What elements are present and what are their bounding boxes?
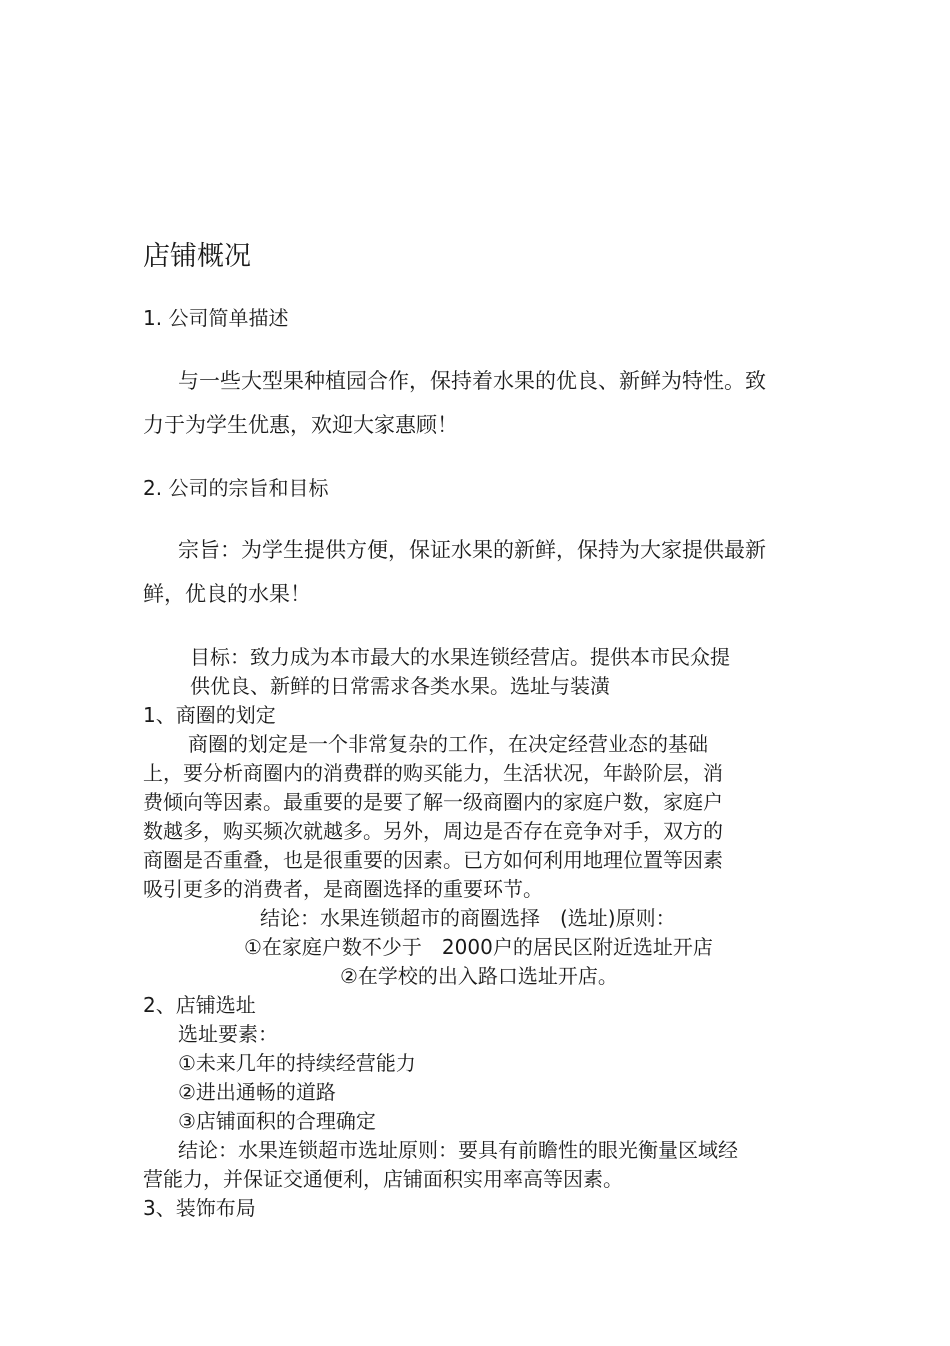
paragraph-line: 力于为学生优惠，欢迎大家惠顾！ [143, 413, 458, 437]
factor-item: ①未来几年的持续经营能力 [178, 1051, 416, 1075]
paragraph-line: 上，要分析商圈内的消费群的购买能力，生活状况，年龄阶层，消 [143, 761, 723, 785]
section-heading: 1. 公司简单描述 [143, 306, 289, 330]
rule-item: ①在家庭户数不少于 2000户的居民区附近选址开店 [244, 935, 713, 959]
paragraph-line: 宗旨：为学生提供方便，保证水果的新鲜，保持为大家提供最新 [178, 538, 766, 562]
paragraph-line: 鲜，优良的水果！ [143, 582, 311, 606]
paragraph-line: 商圈的划定是一个非常复杂的工作，在决定经营业态的基础 [188, 732, 708, 756]
conclusion-line: 结论：水果连锁超市的商圈选择 (选址)原则： [260, 906, 676, 930]
section-heading: 2. 公司的宗旨和目标 [143, 476, 329, 500]
paragraph-line: 与一些大型果种植园合作，保持着水果的优良、新鲜为特性。致 [178, 369, 766, 393]
page-title: 店铺概况 [143, 241, 251, 272]
factor-item: ②进出通畅的道路 [178, 1080, 336, 1104]
paragraph-line: 供优良、新鲜的日常需求各类水果。选址与装潢 [190, 674, 610, 698]
subsection-heading: 2、店铺选址 [143, 993, 256, 1017]
paragraph-line: 费倾向等因素。最重要的是要了解一级商圈内的家庭户数，家庭户 [143, 790, 723, 814]
factor-heading: 选址要素： [178, 1022, 278, 1046]
subsection-heading: 1、商圈的划定 [143, 703, 276, 727]
paragraph-line: 商圈是否重叠，也是很重要的因素。已方如何利用地理位置等因素 [143, 848, 723, 872]
factor-item: ③店铺面积的合理确定 [178, 1109, 376, 1133]
paragraph-line: 吸引更多的消费者，是商圈选择的重要环节。 [143, 877, 543, 901]
conclusion-line: 结论：水果连锁超市选址原则：要具有前瞻性的眼光衡量区域经 [178, 1138, 738, 1162]
subsection-heading: 3、装饰布局 [143, 1196, 256, 1220]
rule-item: ②在学校的出入路口选址开店。 [340, 964, 618, 988]
conclusion-line: 营能力，并保证交通便利，店铺面积实用率高等因素。 [143, 1167, 623, 1191]
paragraph-line: 目标：致力成为本市最大的水果连锁经营店。提供本市民众提 [190, 645, 730, 669]
paragraph-line: 数越多，购买频次就越多。另外，周边是否存在竞争对手，双方的 [143, 819, 723, 843]
